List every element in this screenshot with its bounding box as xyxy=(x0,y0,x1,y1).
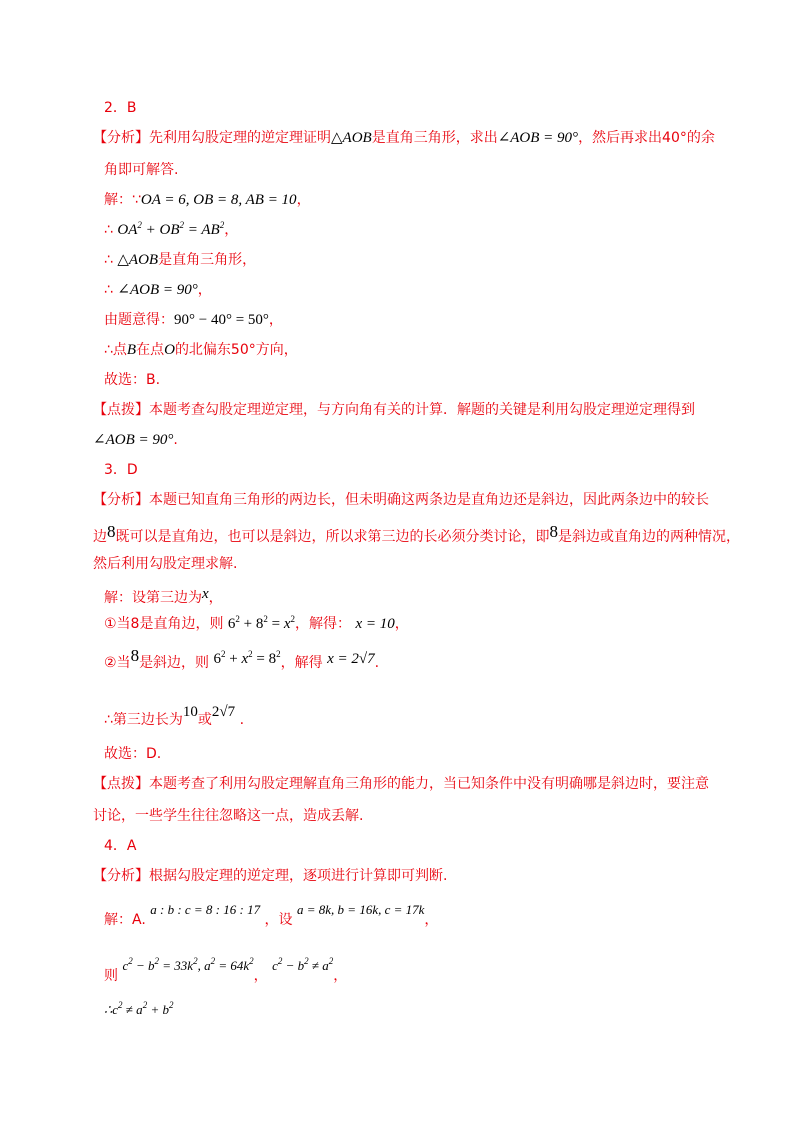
q3-or: 或 xyxy=(197,712,212,728)
q3-analysis-l1: 本题已知直角三角形的两边长，但未明确这两条边是直角边还是斜边，因此两条边中的较长 xyxy=(149,492,709,508)
q3-analysis-line2 xyxy=(93,522,740,547)
q3-analysis-l2c: 是斜边或直角边的两种情况， xyxy=(558,529,740,545)
q2-tips-tag: 【点拨】 xyxy=(93,402,149,418)
q4-ratio: a : b : c = 8 : 16 : 17 xyxy=(150,902,261,917)
q2-angle-eq: ∠AOB = 90° xyxy=(117,282,198,298)
q4-set: ，设 xyxy=(264,912,293,928)
q3-tips-line2: 讨论，一些学生往往忽略这一点，造成丢解. xyxy=(93,808,364,824)
q2-calc-line xyxy=(104,310,283,330)
q2-heading: 2．B xyxy=(104,100,137,116)
q4-last: $\therefore c^2 \ne a^2 + b^2$ xyxy=(104,1000,174,1017)
q4-then: 则 xyxy=(104,968,118,984)
q4-analysis-line xyxy=(93,866,447,886)
q2-comma-2: ， xyxy=(224,222,239,238)
q2-comma-1: ， xyxy=(296,192,311,208)
q2-sol-label: 解：∵ xyxy=(104,192,141,208)
q4-heading: 4．A xyxy=(104,838,137,854)
q3-period-1: . xyxy=(374,655,380,671)
q3-root: 2√7 xyxy=(211,704,236,720)
q3-solve-2: ，解得 xyxy=(280,655,323,671)
q3-concl-a: ∴第三边长为 xyxy=(104,712,183,728)
q2-pythagoras-line xyxy=(104,220,238,240)
q2-direction-line xyxy=(104,340,298,360)
q2-tips-period: . xyxy=(173,432,178,448)
q3-tips-tag: 【点拨】 xyxy=(93,776,149,792)
q3-analysis-line1 xyxy=(93,490,709,510)
q3-choose: 故选：D. xyxy=(104,746,162,762)
q2-tips-line1 xyxy=(93,400,695,420)
q3-eight-2: 8 xyxy=(549,522,558,541)
q4-analysis-tag: 【分析】 xyxy=(93,868,149,884)
q4-analysis-text: 根据勾股定理的逆定理，逐项进行计算即可判断. xyxy=(149,868,448,884)
q3-case2-res: x = 2√7 xyxy=(327,651,375,667)
q3-solution-label-line xyxy=(104,584,223,608)
q3-case2-line xyxy=(104,646,379,673)
q2-analysis-tag: 【分析】 xyxy=(93,130,149,146)
q2-analysis-line1 xyxy=(93,128,715,148)
q2-is-right: 是直角三角形， xyxy=(158,252,257,268)
q3-case1-res: x = 10 xyxy=(355,616,395,632)
q3-case2-a: ②当 xyxy=(104,655,131,671)
q3-sol-label: 解：设第三边为 xyxy=(104,590,202,606)
q2-tips-angle: ∠AOB = 90° xyxy=(93,432,174,448)
q4-comma-2: ， xyxy=(253,968,268,984)
q4-last-line xyxy=(104,1000,173,1020)
q2-point-o: O xyxy=(164,342,175,358)
q3-ten: 10 xyxy=(182,704,198,720)
q3-heading: 3．D xyxy=(104,462,138,478)
q3-case1-eq: $6^2 + 8^2 = x^2$ xyxy=(227,614,296,632)
q4-sol-label: 解：A. xyxy=(104,912,146,928)
q3-tips-l1: 本题考查了利用勾股定理解直角三角形的能力，当已知条件中没有明确哪是斜边时，要注意 xyxy=(149,776,709,792)
q2-pyth-eq: $OA^2 + OB^2 = AB^2$ xyxy=(117,220,225,238)
q3-x: x xyxy=(202,586,209,602)
q3-tips-line1 xyxy=(93,774,709,794)
q2-therefore-1: ∴ xyxy=(104,222,113,238)
q2-angle-line xyxy=(104,280,212,300)
q2-analysis-text-c: ，然后再求出40°的余 xyxy=(578,130,715,146)
q2-given-eq: OA = 6, OB = 8, AB = 10 xyxy=(140,192,297,208)
q4-then-eq: $c^2 - b^2 = 33k^2$, $a^2 = 64k^2$ xyxy=(122,956,254,973)
q2-therefore-2: ∴ xyxy=(104,252,113,268)
q3-case2-b: 是斜边，则 xyxy=(139,655,210,671)
q4-set-eq: a = 8k, b = 16k, c = 17k xyxy=(297,902,425,917)
q2-solution-given xyxy=(104,190,311,210)
q2-analysis-text-a: 先利用勾股定理的逆定理证明 xyxy=(149,130,331,146)
q3-case1-line xyxy=(104,614,409,634)
q3-conclusion-line xyxy=(104,702,244,730)
q2-point-c: 在点 xyxy=(136,342,165,358)
q2-tips-text: 本题考查勾股定理逆定理，与方向角有关的计算．解题的关键是利用勾股定理逆定理得到 xyxy=(149,402,695,418)
q2-analysis-text-b: 是直角三角形，求出 xyxy=(371,130,498,146)
q3-case2-eq: $6^2 + x^2 = 8^2$ xyxy=(213,649,281,667)
q4-comma-1: ， xyxy=(424,912,439,928)
q2-point-a: 点 xyxy=(112,342,127,358)
q2-triangle: △AOB xyxy=(117,252,159,268)
q2-analysis-angle: ∠AOB = 90° xyxy=(497,130,579,146)
q3-analysis-line3: 然后利用勾股定理求解. xyxy=(93,556,238,572)
q2-by-problem: 由题意得： xyxy=(104,312,174,328)
q2-therefore-3: ∴ xyxy=(104,282,113,298)
q2-tips-line2 xyxy=(93,430,178,450)
q3-comma-2: ， xyxy=(394,616,409,632)
q2-point-b: B xyxy=(126,342,137,358)
q3-eight-1: 8 xyxy=(107,522,116,541)
q3-analysis-tag: 【分析】 xyxy=(93,492,149,508)
q2-comma-3: ， xyxy=(197,282,212,298)
q2-right-triangle-line xyxy=(104,250,256,270)
q4-comma-3: ， xyxy=(333,968,348,984)
q4-neq: $c^2 - b^2 \ne a^2$ xyxy=(272,956,334,973)
q2-calc-eq: 90° − 40° = 50° xyxy=(174,312,269,328)
q3-case1-a: ①当8是直角边，则 xyxy=(104,616,224,632)
q4-then-line xyxy=(104,956,347,986)
q3-analysis-l2b: 既可以是直角边，也可以是斜边，所以求第三边的长必须分类讨论，即 xyxy=(115,529,550,545)
q4-solution-line xyxy=(104,900,438,930)
q3-eight-3: 8 xyxy=(130,646,140,665)
q3-comma-1: ， xyxy=(208,590,223,606)
q3-period-2: . xyxy=(239,712,245,728)
q2-comma-4: ， xyxy=(268,312,283,328)
q3-analysis-l2a: 边 xyxy=(93,529,107,545)
q2-therefore-4: ∴ xyxy=(104,342,113,358)
q2-point-d: 的北偏东50°方向， xyxy=(174,342,298,358)
q2-analysis-line2: 角即可解答. xyxy=(104,162,179,178)
q2-choose: 故选：B. xyxy=(104,372,161,388)
q3-solve-1: ，解得： xyxy=(295,616,352,632)
q2-analysis-triangle: △AOB xyxy=(331,130,372,146)
